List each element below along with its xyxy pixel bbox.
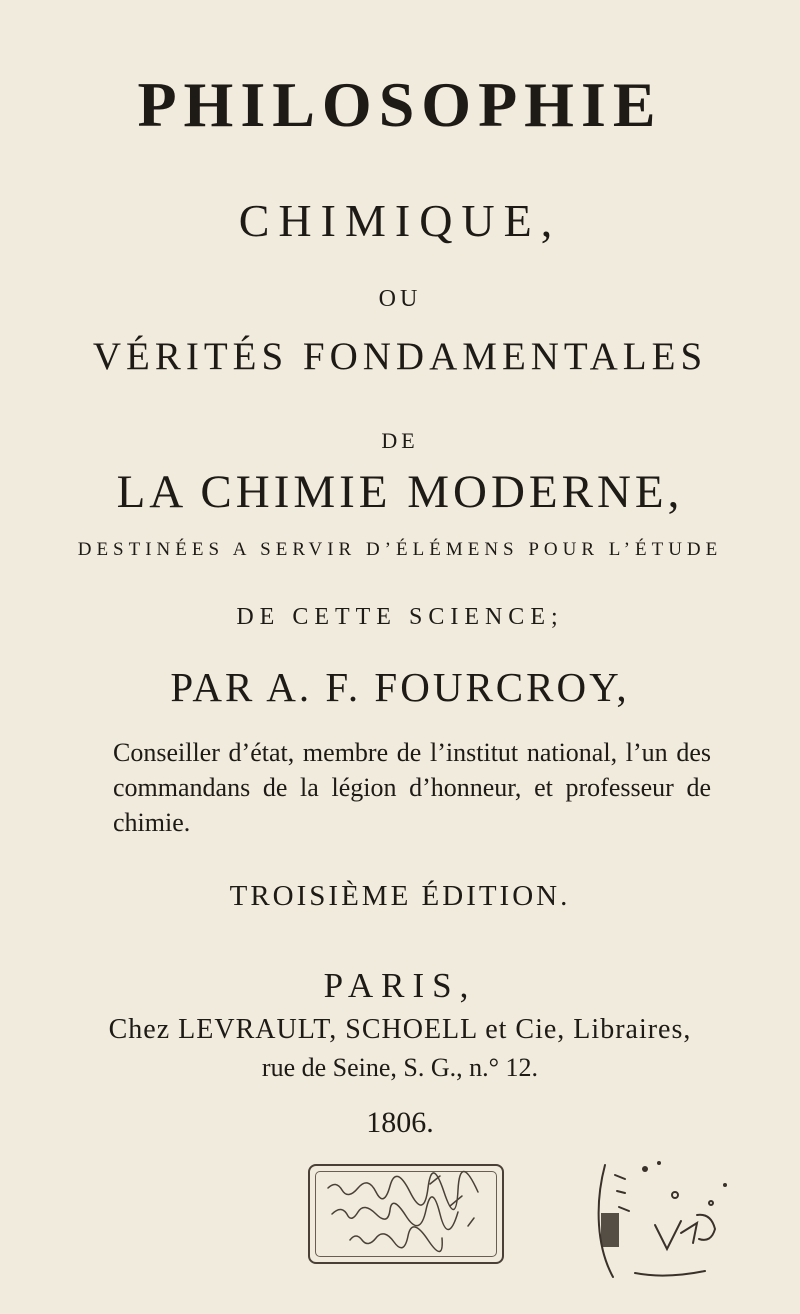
ink-seal-mark: [585, 1155, 745, 1285]
title-line-chimique: CHIMIQUE,: [238, 195, 562, 246]
library-stamp: [308, 1164, 504, 1264]
imprint-city: PARIS,: [323, 966, 477, 1005]
imprint-publisher: Chez LEVRAULT, SCHOELL et Cie, Libraires,: [108, 1014, 692, 1045]
handwriting-scribble: [310, 1166, 502, 1262]
subtitle-line-2: DE CETTE SCIENCE;: [236, 604, 564, 630]
subtitle-line-1: DESTINÉES A SERVIR D’ÉLÉMENS POUR L’ÉTUDE: [77, 539, 723, 560]
imprint-year: 1806.: [366, 1106, 434, 1139]
title-line-ou: OU: [378, 286, 422, 312]
edition-statement: TROISIÈME ÉDITION.: [229, 880, 571, 912]
author-description: Conseiller d’état, membre de l’institut national, l’un des commandans de la légion d’honneur, et professeur de chimie.: [113, 738, 711, 837]
title-line-philosophie: PHILOSOPHIE: [137, 69, 663, 140]
imprint-address: rue de Seine, S. G., n.° 12.: [261, 1053, 539, 1082]
title-line-de: DE: [381, 428, 419, 453]
title-line-verites: VÉRITÉS FONDAMENTALES: [92, 335, 708, 378]
title-line-chimie-moderne: LA CHIMIE MODERNE,: [116, 466, 684, 518]
author-byline: PAR A. F. FOURCROY,: [170, 664, 630, 710]
